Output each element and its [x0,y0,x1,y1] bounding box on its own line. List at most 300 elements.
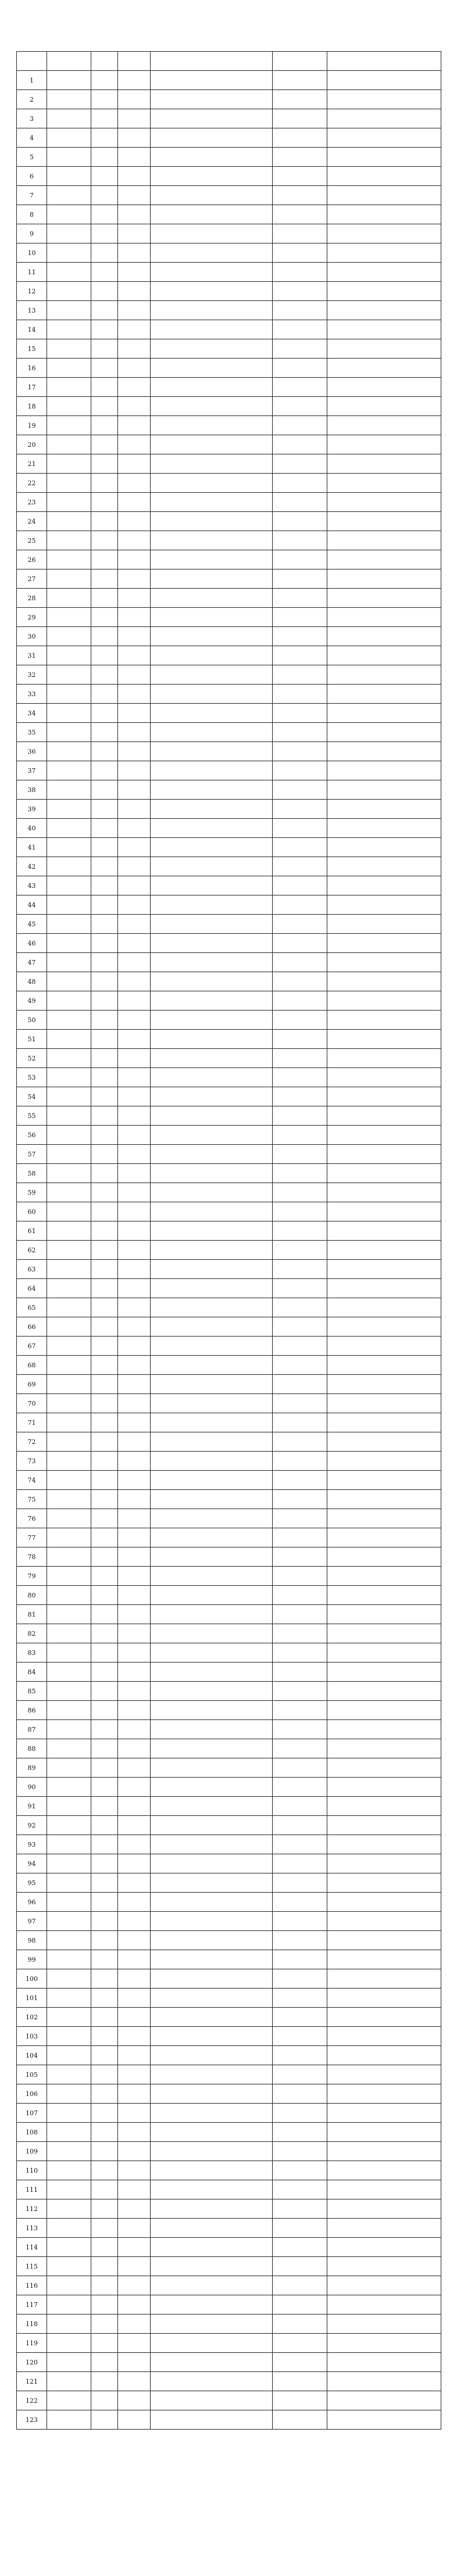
cell-name [47,1164,91,1183]
cell-number: 13 [17,301,47,320]
cell-name [47,1509,91,1528]
cell-ethnicity [118,1356,151,1375]
cell-number: 36 [17,742,47,761]
cell-ethnicity [118,1298,151,1317]
table-row [17,243,441,263]
cell-gender [91,1624,118,1643]
cell-name [47,1202,91,1221]
cell-project [151,1586,273,1605]
cell-number: 6 [17,167,47,186]
table-row [17,1490,441,1509]
cell-gender [91,569,118,589]
cell-gender [91,1701,118,1720]
cell-name [47,1720,91,1739]
cell-unit [327,378,441,397]
cell-number: 27 [17,569,47,589]
cell-unit [327,2046,441,2065]
cell-project [151,2257,273,2276]
table-row [17,1030,441,1049]
cell-gender [91,2008,118,2027]
cell-project [151,627,273,646]
cell-project [151,224,273,243]
cell-category [273,1931,327,1950]
table-row [17,2123,441,2142]
cell-category [273,397,327,416]
cell-number: 43 [17,876,47,895]
cell-ethnicity [118,1164,151,1183]
cell-project [151,2180,273,2199]
cell-unit [327,282,441,301]
column-header-unit [327,52,441,71]
cell-category [273,1241,327,1260]
table-row [17,646,441,665]
cell-gender [91,723,118,742]
cell-unit [327,934,441,953]
table-row [17,359,441,378]
cell-unit [327,1087,441,1106]
cell-project [151,1701,273,1720]
cell-project [151,991,273,1011]
cell-ethnicity [118,1490,151,1509]
cell-gender [91,2142,118,2161]
cell-ethnicity [118,109,151,128]
cell-gender [91,1778,118,1797]
cell-ethnicity [118,148,151,167]
cell-ethnicity [118,282,151,301]
cell-number: 66 [17,1317,47,1337]
cell-ethnicity [118,301,151,320]
cell-category [273,1106,327,1126]
cell-project [151,1298,273,1317]
table-row [17,474,441,493]
table-row [17,1739,441,1758]
cell-category [273,1432,327,1452]
cell-project [151,1490,273,1509]
cell-category [273,454,327,474]
table-row [17,972,441,991]
cell-project [151,531,273,550]
cell-ethnicity [118,359,151,378]
table-row [17,761,441,780]
cell-name [47,2104,91,2123]
table-row [17,1298,441,1317]
table-row [17,378,441,397]
cell-unit [327,1547,441,1567]
cell-category [273,1068,327,1087]
table-row [17,1068,441,1087]
cell-gender [91,2123,118,2142]
cell-unit [327,1682,441,1701]
table-row [17,1202,441,1221]
cell-project [151,1682,273,1701]
cell-unit [327,685,441,704]
cell-name [47,1605,91,1624]
cell-unit [327,838,441,857]
table-row [17,857,441,876]
cell-project [151,1432,273,1452]
cell-category [273,1816,327,1835]
cell-number: 112 [17,2199,47,2219]
cell-ethnicity [118,1471,151,1490]
cell-name [47,646,91,665]
cell-name [47,1490,91,1509]
cell-number: 7 [17,186,47,205]
cell-ethnicity [118,2219,151,2238]
cell-ethnicity [118,589,151,608]
cell-number: 44 [17,895,47,915]
cell-unit [327,71,441,90]
cell-gender [91,1106,118,1126]
cell-ethnicity [118,2065,151,2084]
cell-unit [327,1873,441,1893]
cell-ethnicity [118,2046,151,2065]
cell-name [47,416,91,435]
cell-project [151,2372,273,2391]
cell-unit [327,2027,441,2046]
cell-gender [91,2315,118,2334]
cell-ethnicity [118,1030,151,1049]
cell-project [151,742,273,761]
cell-number: 9 [17,224,47,243]
cell-ethnicity [118,205,151,224]
cell-ethnicity [118,2295,151,2315]
cell-project [151,1528,273,1547]
cell-category [273,263,327,282]
cell-name [47,857,91,876]
cell-ethnicity [118,320,151,339]
cell-name [47,1663,91,1682]
cell-number: 16 [17,359,47,378]
cell-gender [91,1183,118,1202]
cell-unit [327,2199,441,2219]
table-row [17,1816,441,1835]
cell-gender [91,282,118,301]
cell-gender [91,378,118,397]
column-header-gender [91,52,118,71]
cell-name [47,1682,91,1701]
cell-gender [91,205,118,224]
cell-number: 83 [17,1643,47,1663]
cell-ethnicity [118,2008,151,2027]
table-row [17,2334,441,2353]
table-row [17,589,441,608]
cell-name [47,359,91,378]
cell-ethnicity [118,2334,151,2353]
cell-unit [327,1663,441,1682]
cell-project [151,915,273,934]
cell-gender [91,589,118,608]
cell-ethnicity [118,1049,151,1068]
cell-gender [91,819,118,838]
cell-name [47,128,91,148]
cell-name [47,1030,91,1049]
cell-unit [327,1279,441,1298]
cell-gender [91,454,118,474]
cell-gender [91,2219,118,2238]
cell-name [47,1145,91,1164]
table-row [17,1912,441,1931]
cell-unit [327,742,441,761]
cell-project [151,1049,273,1068]
cell-category [273,1969,327,1989]
table-row [17,1126,441,1145]
cell-project [151,512,273,531]
cell-category [273,1950,327,1969]
table-row [17,1106,441,1126]
cell-unit [327,1471,441,1490]
cell-gender [91,2410,118,2430]
cell-project [151,493,273,512]
cell-number: 102 [17,2008,47,2027]
table-row [17,2410,441,2430]
cell-category [273,665,327,685]
table-row [17,282,441,301]
cell-name [47,1317,91,1337]
cell-name [47,1586,91,1605]
cell-category [273,493,327,512]
cell-project [151,665,273,685]
cell-category [273,2257,327,2276]
cell-category [273,2353,327,2372]
cell-number: 111 [17,2180,47,2199]
cell-name [47,2123,91,2142]
cell-gender [91,646,118,665]
cell-gender [91,301,118,320]
cell-number: 15 [17,339,47,359]
cell-ethnicity [118,1317,151,1337]
cell-number: 31 [17,646,47,665]
cell-number: 85 [17,1682,47,1701]
cell-unit [327,397,441,416]
cell-number: 96 [17,1893,47,1912]
table-row [17,2372,441,2391]
cell-number: 58 [17,1164,47,1183]
cell-ethnicity [118,2353,151,2372]
cell-gender [91,991,118,1011]
cell-gender [91,550,118,569]
cell-name [47,1413,91,1432]
cell-name [47,512,91,531]
cell-unit [327,339,441,359]
cell-project [151,704,273,723]
cell-project [151,1337,273,1356]
table-row [17,454,441,474]
cell-name [47,531,91,550]
cell-unit [327,1931,441,1950]
table-header-row [17,52,441,71]
cell-project [151,1778,273,1797]
table-row [17,1989,441,2008]
cell-category [273,1605,327,1624]
cell-project [151,2219,273,2238]
cell-gender [91,1835,118,1854]
cell-unit [327,1720,441,1739]
cell-number: 76 [17,1509,47,1528]
table-row [17,493,441,512]
cell-gender [91,148,118,167]
cell-name [47,1279,91,1298]
cell-number: 8 [17,205,47,224]
cell-category [273,148,327,167]
cell-ethnicity [118,1605,151,1624]
cell-category [273,723,327,742]
cell-ethnicity [118,1586,151,1605]
cell-ethnicity [118,915,151,934]
column-header-category [273,52,327,71]
cell-gender [91,1337,118,1356]
cell-category [273,800,327,819]
cell-unit [327,263,441,282]
cell-gender [91,1739,118,1758]
cell-category [273,243,327,263]
cell-number: 74 [17,1471,47,1490]
cell-gender [91,435,118,454]
cell-category [273,991,327,1011]
cell-number: 88 [17,1739,47,1758]
cell-name [47,1298,91,1317]
cell-unit [327,1049,441,1068]
cell-gender [91,512,118,531]
cell-ethnicity [118,1106,151,1126]
cell-ethnicity [118,646,151,665]
table-row [17,1682,441,1701]
cell-number: 118 [17,2315,47,2334]
cell-gender [91,1758,118,1778]
cell-unit [327,1586,441,1605]
cell-project [151,2199,273,2219]
cell-unit [327,1260,441,1279]
cell-project [151,2046,273,2065]
cell-gender [91,2180,118,2199]
cell-category [273,1567,327,1586]
cell-project [151,263,273,282]
cell-number: 12 [17,282,47,301]
cell-project [151,1087,273,1106]
cell-project [151,857,273,876]
cell-number: 57 [17,1145,47,1164]
cell-project [151,723,273,742]
cell-unit [327,819,441,838]
cell-category [273,1030,327,1049]
cell-name [47,1126,91,1145]
cell-number: 47 [17,953,47,972]
cell-project [151,1356,273,1375]
cell-ethnicity [118,1452,151,1471]
cell-unit [327,2391,441,2410]
cell-project [151,780,273,800]
cell-name [47,397,91,416]
cell-number: 81 [17,1605,47,1624]
cell-category [273,819,327,838]
cell-category [273,589,327,608]
cell-gender [91,186,118,205]
cell-ethnicity [118,2199,151,2219]
cell-category [273,1643,327,1663]
cell-unit [327,2180,441,2199]
cell-category [273,1452,327,1471]
cell-unit [327,1605,441,1624]
cell-gender [91,474,118,493]
cell-name [47,2084,91,2104]
cell-unit [327,2084,441,2104]
cell-unit [327,1298,441,1317]
table-row [17,1260,441,1279]
cell-project [151,1241,273,1260]
cell-ethnicity [118,665,151,685]
cell-name [47,435,91,454]
cell-name [47,1068,91,1087]
cell-unit [327,90,441,109]
cell-ethnicity [118,1145,151,1164]
cell-unit [327,1241,441,1260]
cell-gender [91,263,118,282]
table-row [17,2104,441,2123]
cell-ethnicity [118,1011,151,1030]
cell-number: 17 [17,378,47,397]
cell-project [151,2295,273,2315]
cell-number: 78 [17,1547,47,1567]
cell-gender [91,1471,118,1490]
cell-number: 4 [17,128,47,148]
cell-number: 2 [17,90,47,109]
table-row [17,1221,441,1241]
cell-ethnicity [118,1873,151,1893]
cell-ethnicity [118,1950,151,1969]
cell-unit [327,1835,441,1854]
cell-project [151,1969,273,1989]
cell-ethnicity [118,876,151,895]
cell-number: 70 [17,1394,47,1413]
table-row [17,1797,441,1816]
cell-number: 30 [17,627,47,646]
cell-gender [91,857,118,876]
cell-name [47,2008,91,2027]
cell-name [47,90,91,109]
cell-unit [327,2353,441,2372]
cell-unit [327,1164,441,1183]
cell-number: 62 [17,1241,47,1260]
cell-unit [327,1528,441,1547]
cell-project [151,2027,273,2046]
cell-ethnicity [118,895,151,915]
cell-name [47,589,91,608]
cell-number: 50 [17,1011,47,1030]
cell-category [273,2391,327,2410]
cell-ethnicity [118,224,151,243]
cell-gender [91,627,118,646]
cell-project [151,71,273,90]
cell-gender [91,2046,118,2065]
table-row [17,1356,441,1375]
table-row [17,1528,441,1547]
cell-ethnicity [118,397,151,416]
cell-ethnicity [118,2372,151,2391]
cell-project [151,416,273,435]
cell-gender [91,1260,118,1279]
cell-category [273,550,327,569]
cell-name [47,243,91,263]
table-row [17,1087,441,1106]
cell-category [273,1835,327,1854]
cell-unit [327,1950,441,1969]
table-row [17,1586,441,1605]
cell-ethnicity [118,1087,151,1106]
cell-number: 51 [17,1030,47,1049]
cell-category [273,205,327,224]
cell-ethnicity [118,742,151,761]
cell-number: 14 [17,320,47,339]
cell-gender [91,2295,118,2315]
